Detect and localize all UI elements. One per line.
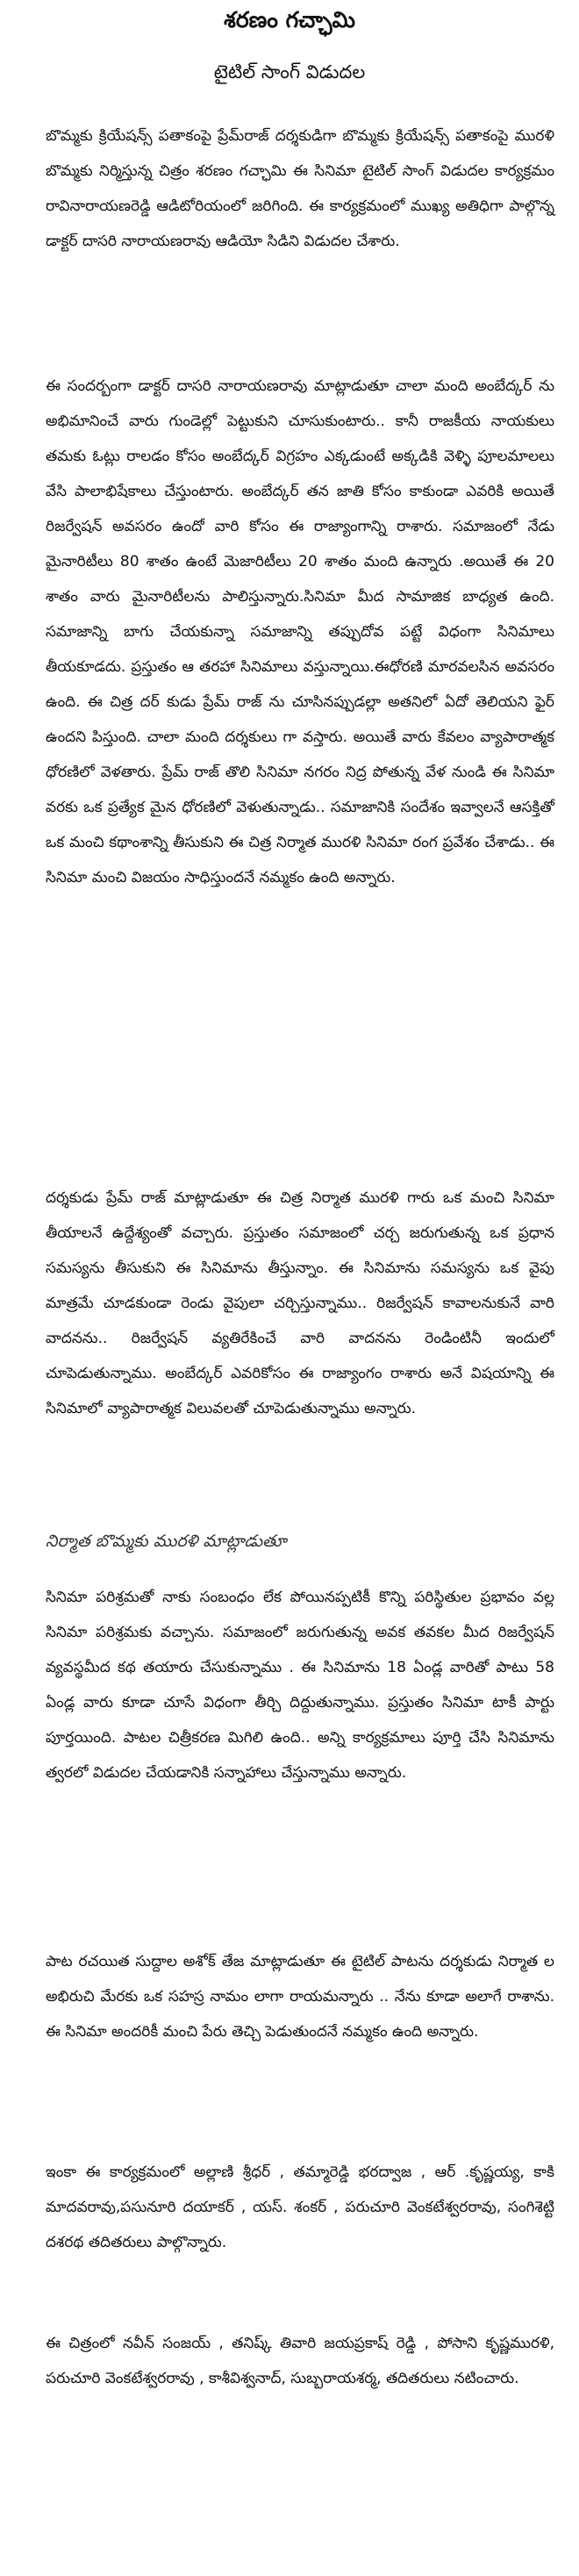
paragraph-director-speech: దర్శకుడు ప్రేమ్ రాజ్ మాట్లాడుతూ ఈ చిత్ర నిర్మాత మురళి గారు ఒక మంచి సినిమా తీయాలనే ఉద్దేశ్యంతో వచ్చారు. ప్రస్తుతం సమాజంలో చర్చ జరుగుతున్న ఒక ప్రధాన సమస్యను తీసుకుని ఈ సినిమాను తీస్తున్నాం. ఈ సినిమాను సమస్యను ఒక వైపు మాత్రమే చూడకుండా రెండు వైపులా చర్చిస్తున్నాము.. రిజర్వేషన్ కావాలనుకునే వారి వాదనను.. రిజర్వేషన్ వ్యతిరేకించే వారి వాదనను రెండింటినీ ఇందులో చూపెడుతున్నాము. అంబేద్కర్ ఎవరికోసం ఈ రాజ్యాంగం రాశారు అనే విషయాన్ని ఈ సినిమాలో వ్యాపారాత్మక విలువలతో చూపెడుతున్నాము అన్నారు. bbox=[46, 1189, 554, 1417]
paragraph-producer-speech: సినిమా పరిశ్రమతో నాకు సంబంధం లేక పోయినప్పటికీ కొన్ని పరిస్థితుల ప్రభావం వల్ల సినిమా పరిశ్రమకు వచ్చాను. సమాజంలో జరుగుతున్న అవక తవకల మీద రిజర్వేషన్ వ్యవస్థమీద కథ తయారు చేసుకున్నాము . ఈ సినిమాను 18 ఏండ్ల వారితో పాటు 58 ఏండ్ల వారు కూడా చూసే విధంగా తీర్చి దిద్దుతున్నాము. ప్రస్తుతం సినిమా టాకీ పార్టు పూర్తయింది. పాటల చిత్రీకరణ మిగిలి ఉంది.. అన్ని కార్యక్రమాలు పూర్తి చేసి సినిమాను త్వరలో విడుదల చేయడానికి సన్నాహాలు చేస్తున్నాము అన్నారు. bbox=[46, 1589, 554, 1782]
article-subtitle: టైటిల్ సాంగ్ విడుదల bbox=[213, 61, 366, 83]
section-heading-producer: నిర్మాత బొమ్మకు మురళి మాట్లాడుతూ bbox=[46, 1532, 287, 1551]
paragraph-cast: ఈ చిత్రంలో నవీన్ సంజయ్ , తనిష్క్ తివారి జయప్రకాష్ రెడ్డి , పోసాని కృష్ణమురళి, పరుచూరి వెంకటేశ్వరరావు , కాశీవిశ్వనాద్, సుబ్బరాయశర్మ, తదితరులు నటించారు. bbox=[46, 2335, 554, 2387]
paragraph-attendees: ఇంకా ఈ కార్యక్రమంలో అల్లాణి శ్రీధర్ , తమ్మారెడ్డి భరద్వాజ , ఆర్ .కృష్ణయ్య, కాకి మాదవరావు,పసునూరి దయాకర్ , యస్. శంకర్ , పరుచూరి వెంకటేశ్వరరావు, సంగిశెట్టి దశరథ తదితరులు పాల్గొన్నారు. bbox=[46, 2163, 554, 2251]
paragraph-dasari-speech: ఈ సందర్బంగా డాక్టర్ దాసరి నారాయణరావు మాట్లాడుతూ చాలా మంది అంబేద్కర్ ను అభిమానించే వారు గుండెల్లో పెట్టుకుని చూసుకుంటారు.. కానీ రాజకీయ నాయకులు తమకు ఓట్లు రాలడం కోసం అంబేద్కర్ విగ్రహం ఎక్కడుంటే అక్కడికి వెళ్ళి పూలమాలలు వేసి పాలాభిషేకాలు చేస్తుంటారు. అంబేద్కర్ తన జాతి కోసం కాకుండా ఎవరికి అయితే రిజర్వేషన్ అవసరం ఉందో వారి కోసం ఈ రాజ్యాంగాన్ని రాశారు. సమాజంలో నేడు మైనారిటీలు 80 శాతం ఉంటే మెజారిటీలు 20 శాతం మంది ఉన్నారు .అయితే ఈ 20 శాతం వారు మైనారిటీలను పాలిస్తున్నారు.సినిమా మీద సామాజిక బాధ్యత ఉంది. సమాజాన్ని బాగు చేయకున్నా సమాజాన్ని తప్పుదోవ పట్టే విధంగా సినిమాలు తీయకూడదు. ప్రస్తుతం ఆ తరహా సినిమాలు వస్తున్నాయి.ఈధోరణి మారవలసిన అవసరం ఉంది. ఈ చిత్ర దర్ కుడు ప్రేమ్ రాజ్ ను చూసినప్పుడల్లా అతనిలో ఏదో తెలియని ఫైర్ ఉందని పిస్తుంది. చాలా మంది దర్శకులు గా వస్తారు. అయితే వారు కేవలం వ్యాపారాత్మక ధోరణిలో వెళతారు. ప్రేమ్ రాజ్ తొలి సినిమా నగరం నిద్ర పోతున్న వేళ నుండి ఈ సినిమా వరకు ఒక ప్రత్యేక మైన ధోరణిలో వెళుతున్నాడు.. సమాజానికి సందేశం ఇవ్వాలనే ఆసక్తితో ఒక మంచి కథాంశాన్ని తీసుకుని ఈ చిత్ర నిర్మాత మురళి సినిమా రంగ ప్రవేశం చేశాడు.. ఈ సినిమా మంచి విజయం సాధిస్తుందనే నమ్మకం ఉంది అన్నారు. bbox=[46, 377, 554, 886]
article-title: శరణం గచ్ఛామి bbox=[224, 7, 355, 32]
paragraph-intro: బొమ్మకు క్రియేషన్స్ పతాకంపై ప్రేమ్‌రాజ్ దర్శకుడిగా బొమ్మకు క్రియేషన్స్ పతాకంపై మురళి బొమ్మకు నిర్మిస్తున్న చిత్రం శరణం గచ్ఛామి ఈ సినిమా టైటిల్ సాంగ్ విడుదల కార్యక్రమం రావినారాయణరెడ్డి ఆడిటోరియంలో జరిగింది. ఈ కార్యక్రమంలో ముఖ్య అతిధిగా పాల్గొన్న డాక్టర్ దాసరి నారాయణరావు ఆడియో సిడిని విడుదల చేశారు. bbox=[46, 127, 554, 250]
paragraph-lyricist-speech: పాట రచయిత సుద్దాల అశోక్ తేజ మాట్లాడుతూ ఈ టైటిల్ పాటను దర్శకుడు నిర్మాత ల అభిరుచి మేరకు ఒక సహస్ర నామం లాగా రాయమన్నారు .. నేను కూడా అలాగే రాశాను. ఈ సినిమా అందరికీ మంచి పేరు తెచ్చి పెడుతుందనే నమ్మకం ఉంది అన్నారు. bbox=[46, 1953, 554, 2041]
